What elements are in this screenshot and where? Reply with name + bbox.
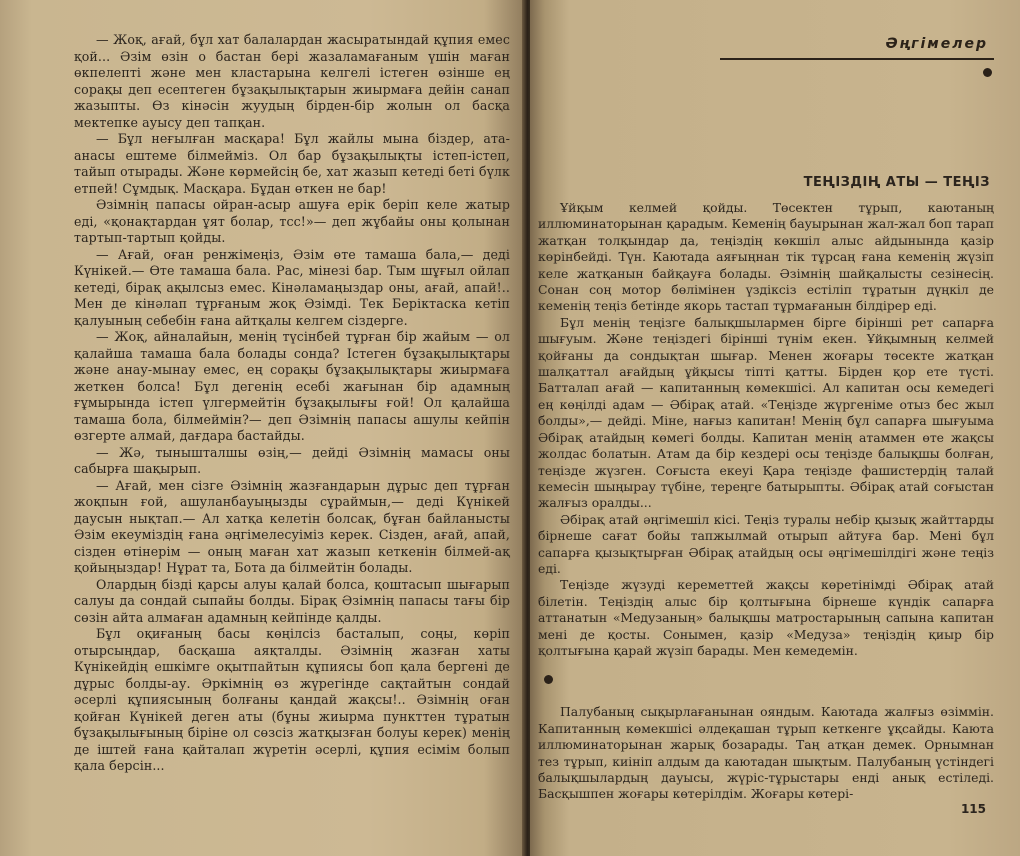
header-rule (720, 58, 994, 60)
left-paragraph: — Жоқ, айналайын, менің түсінбей тұрған бір жайым — ол қалайша тамаша бала болады сонда? Істеген бұзақылықтары және анау-мынау емес, ең сорақы бұзақылықтары жиырмаға жеткен болса! Бұл дегенің есебі жағынан бір адамның ғұмырында істеп үлгермейтін бұзақылығы ғой! Ол қалайша тамаша бола, білмеймін?— деп Әзімнің папасы ашулы кейпін өзгерте алмай, дағдара бастайды. (74, 329, 510, 443)
left-paragraph: — Ағай, мен сізге Әзімнің жазғандарын дұрыс деп тұрған жоқпын ғой, ашуланбауыңызды сұраймын,— деді Күнікей даусын нықтап.— Ал хатқа келетін болсақ, бұған байланысты Әзім екеуміздің ғана әңгімелесуіміз керек. Сізден, ағай, апай, сізден өтінерім — оның маған хат жазып кеткенін білмей-ақ қойыңыздар! Нұрат та, Бота да білмейтін болады. (74, 477, 510, 575)
left-paragraph: Әзімнің папасы ойран-асыр ашуға ерік беріп келе жатыр еді, «қонақтардан ұят болар, тсс!»— деп жұбайы оны қолынан тартып-тартып қойды. (74, 197, 510, 245)
left-paragraph: — Жә, тынышталшы өзің,— дейді Әзімнің мамасы оны сабырға шақырып. (74, 444, 510, 476)
left-paragraph: — Бұл неғылған масқара! Бұл жайлы мына біздер, ата-анасы ештеме білмейміз. Ол бар бұзақылықты істеп-істеп, тайып отырады. Және көрмейсің бе, хат жазып кетеді беті бүлк етпей! Сұмдық. Масқара. Бұдан өткен не бар! (74, 131, 510, 196)
right-paragraph: Теңізде жүзуді кереметтей жақсы көретінімді Әбірақ атай білетін. Теңіздің алыс бір қолтығына бірнеше күндік сапарға аттанатын «Медузаның» балықшы матростарының сапына капитан мені де қосты. Сонымен, қазір «Медуза» теңіздің қиыр бір қолтығына қарай жүзіп барады. Мен кемедемін. (538, 577, 994, 658)
bullet-ornament-icon (983, 68, 992, 77)
running-head: Әңгімелер (885, 36, 988, 52)
left-paragraph: Бұл оқиғаның басы көңілсіз басталып, соңы, көріп отырсыңдар, басқаша аяқталды. Әзімнің жазған хаты Күнікейдің ешкімге оқытпайтын құпиясы боп қала бергені де дұрыс болды-ау. Әркімнің өз жүрегінде сақтайтын сондай әсерлі құпиясының болғаны қандай жақсы!.. Әзімнің оған қойған Күнікей деген аты (бұны жиырма пункттен тұратын бұзақылығының біріне ол сөзсіз жатқызған болуы керек) менің де іштей ғана қайталап жүретін әсерлі, құпия есімім болып қала берсін... (74, 626, 510, 773)
right-paragraph: Бұл менің теңізге балықшылармен бірге бірінші рет сапарға шығуым. Және теңіздегі бірінші түнім екен. Ұйқымның келмей қойғаны да сондықтан шығар. Менен жоғары төсекте жатқан шалқаттал ағайдың ұйқысы тіпті қатты. Бірден қор ете түсті. Батталап ағай — капитанның көмекшісі. Ал капитан осы кемедегі ең көңілді адам — Әбірақ атай. «Теңізде жүргеніме отыз бес жыл болды»,— дейді. Міне, нағыз капитан! Менің бұл сапарға шығуыма Әбірақ атайдың көмегі болды. Капитан менің атаммен өте жақсы жолдас болатын. Атам да бір кездері осы теңізде балықшы болған, теңізде жүзген. Соғыста екеуі Қара теңізде фашистердің талай кемесін шыңырау түбіне, тереңге батырыпты. Әбірақ атай соғыстан жалғыз оралды... (538, 314, 994, 511)
section-break-bullet-icon (544, 675, 553, 684)
right-paragraph: Ұйқым келмей қойды. Төсектен тұрып, каютаның иллюминаторынан қарадым. Кеменің бауырынан жал-жал боп тарап жатқан толқындар да, теңіздің көкшіл алыс айдынында қазір көрінбейді. Түн. Каютада аяғыңнан тік тұрсаң ғана кеменің жүзіп келе жатқанын байқауға болады. Әзімнің шайқалысты сезінесің. Сонан соң мотор бөлімінен үздіксіз естіліп тұратын дүңкіл де кеменің теңіз бетінде якорь тастап тұрмағанын білдірер еді. (538, 200, 994, 314)
right-paragraph: Палубаның сықырлағанынан ояндым. Каютада жалғыз өзіммін. Капитанның көмекшісі әлдеқашан тұрып кеткенге ұқсайды. Каюта иллюминаторынан жарық бозарады. Таң атқан демек. Орнымнан тез тұрып, киініп алдым да каютадан шықтым. Палубаның үстіндегі балықшылардың дауысы, жүріс-тұрыстары енді анық естіледі. Басқышпен жоғары көтерілдім. Жоғары көтері- (538, 704, 994, 802)
left-paragraph: — Ағай, оған ренжімеңіз, Әзім өте тамаша бала,— деді Күнікей.— Өте тамаша бала. Рас, мінезі бар. Тым шұғыл ойлап кетеді, бірақ ақылсыз емес. Кінәламаңыздар оны, ағай, апай!.. Мен де кінәлап тұрғаным жоқ Әзімді. Тек Беріктаска кетіп қалуының себебін ғана айтқалы келгем сіздерге. (74, 246, 510, 328)
page-number: 115 (960, 802, 986, 816)
left-paragraph: — Жоқ, ағай, бұл хат балалардан жасыратындай құпия емес қой... Әзім өзін о бастан бері жазаламағаным үшін маған өкпелепті және мен кластарына келгелі істеген өзінше ең сорақы деп есептеген бұзақылықтарын жиырмаға дейін санап жазыпты. Өз кінәсін жуудың бірден-бір жолын ол басқа мектепке ауысу деп тапқан. (74, 32, 510, 130)
right-paragraph: Әбірақ атай әңгімешіл кісі. Теңіз туралы небір қызық жайттарды бірнеше сағат бойы тапжылмай отырып айтуға бар. Мені бұл сапарға қызықтырған Әбірақ атайдың осы әңгімешілдігі және теңіз еді. (538, 511, 994, 576)
right-page (530, 0, 1020, 856)
left-paragraph: Олардың бізді қарсы алуы қалай болса, қоштасып шығарып салуы да сондай сыпайы болды. Бірақ Әзімнің папасы тағы бір сөзін айта алмаған адамның кейпінде қалды. (74, 576, 510, 625)
story-title: ТЕҢІЗДІҢ АТЫ — ТЕҢІЗ (803, 175, 990, 190)
